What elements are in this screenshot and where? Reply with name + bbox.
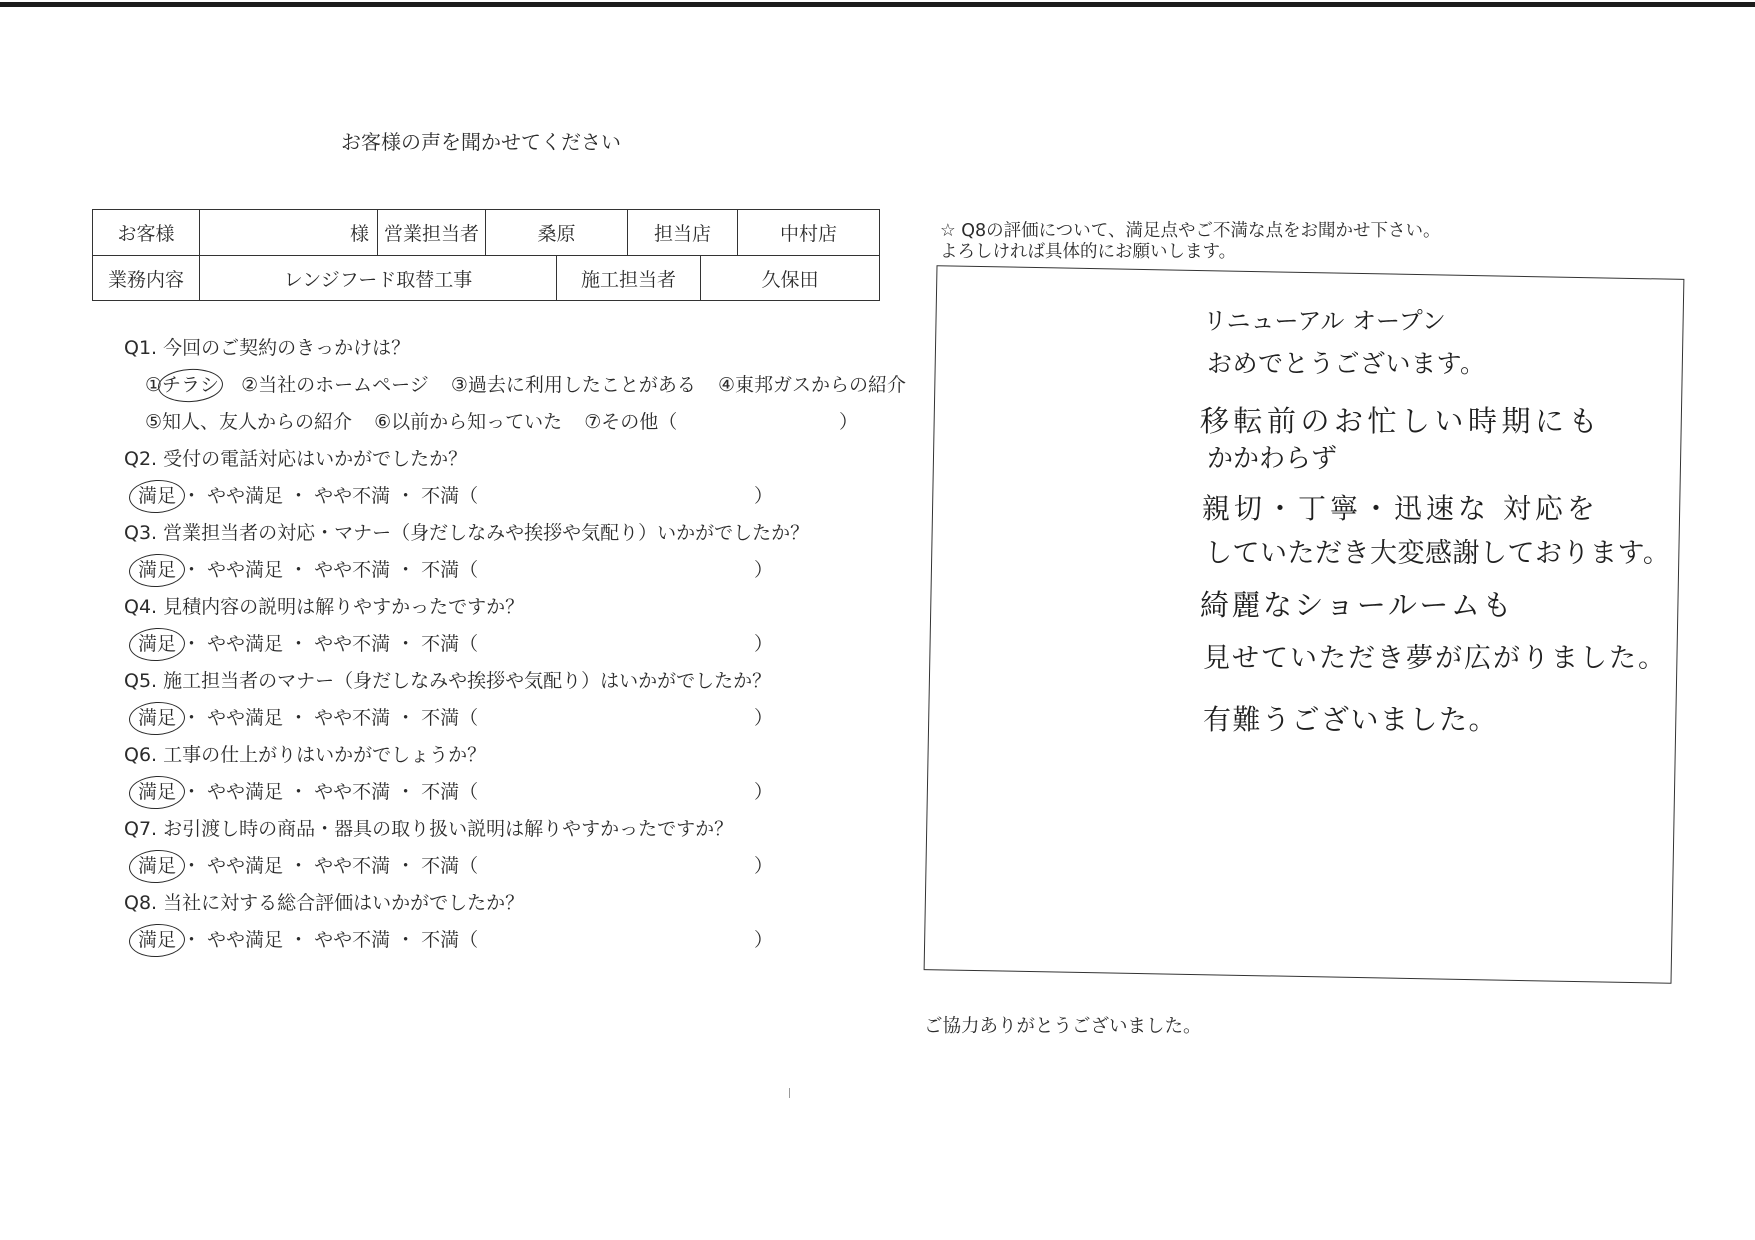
option-somewhat-satisfied: やや満足 xyxy=(207,485,284,507)
other-open-paren: （ xyxy=(658,411,678,433)
comment-open-paren: （ xyxy=(459,633,479,655)
customer-name-field xyxy=(200,210,378,255)
form-title: お客様の声を聞かせてください xyxy=(341,130,621,154)
separator: ・ xyxy=(289,485,309,507)
option-somewhat-satisfied: やや満足 xyxy=(207,707,284,729)
option-dissatisfied: 不満 xyxy=(421,855,460,877)
separator: ・ xyxy=(182,485,202,507)
handwritten-line: 綺麗なショールームも xyxy=(1200,588,1514,622)
closing-message: ご協力ありがとうございました。 xyxy=(924,1016,1202,1037)
question-label: Q1. 今回のご契約のきっかけは？ xyxy=(124,337,411,359)
question-label: Q7. お引渡し時の商品・器具の取り扱い説明は解りやすかったですか？ xyxy=(124,818,734,840)
handwritten-line: 親切・丁寧・迅速な 対応を xyxy=(1202,492,1599,525)
separator: ・ xyxy=(182,559,202,581)
question-3 xyxy=(124,515,914,589)
scan-mark xyxy=(789,1088,790,1098)
q5-answer-options xyxy=(124,700,914,737)
installer-value: 久保田 xyxy=(701,256,880,300)
info-table xyxy=(92,209,880,301)
option-somewhat-satisfied: やや満足 xyxy=(207,781,284,803)
work-value: レンジフード取替工事 xyxy=(200,256,557,300)
questionnaire xyxy=(124,330,914,959)
q3-answer-options xyxy=(124,552,914,589)
q1-options-line-1 xyxy=(124,367,914,404)
feedback-prompt xyxy=(940,221,1440,263)
q1-options-line-2 xyxy=(124,404,914,441)
option-number: ⑤ xyxy=(145,411,163,433)
comment-open-paren: （ xyxy=(459,707,479,729)
separator: ・ xyxy=(396,559,416,581)
separator: ・ xyxy=(396,929,416,951)
separator: ・ xyxy=(396,707,416,729)
separator: ・ xyxy=(396,633,416,655)
option-dissatisfied: 不満 xyxy=(421,633,460,655)
option-satisfied: 満足 xyxy=(138,774,176,811)
option-somewhat-dissatisfied: やや不満 xyxy=(314,485,391,507)
comment-close-paren: ） xyxy=(754,485,774,507)
separator: ・ xyxy=(182,781,202,803)
option-label: 東邦ガスからの紹介 xyxy=(734,374,906,396)
separator: ・ xyxy=(182,855,202,877)
comment-open-paren: （ xyxy=(459,929,479,951)
option-number: ② xyxy=(241,374,259,396)
comment-open-paren: （ xyxy=(459,559,479,581)
customer-honorific: 様 xyxy=(349,223,369,245)
sales-rep-label: 営業担当者 xyxy=(378,210,486,255)
comment-close-paren: ） xyxy=(754,781,774,803)
separator: ・ xyxy=(182,633,202,655)
comment-close-paren: ） xyxy=(754,855,774,877)
option-satisfied: 満足 xyxy=(138,478,176,515)
comment-open-paren: （ xyxy=(459,781,479,803)
option-dissatisfied: 不満 xyxy=(421,707,460,729)
separator: ・ xyxy=(289,633,309,655)
option-label: 過去に利用したことがある xyxy=(467,374,696,396)
question-5 xyxy=(124,663,914,737)
option-satisfied: 満足 xyxy=(138,922,176,959)
separator: ・ xyxy=(396,855,416,877)
q1-option-known-before xyxy=(374,411,562,433)
info-row-1 xyxy=(93,210,880,256)
question-label: Q5. 施工担当者のマナー（身だしなみや挨拶や気配り）はいかがでしたか？ xyxy=(124,670,772,692)
question-6 xyxy=(124,737,914,811)
handwritten-line: おめでとうございます。 xyxy=(1207,349,1486,378)
q1-option-company-homepage xyxy=(241,374,429,396)
option-dissatisfied: 不満 xyxy=(421,781,460,803)
sales-rep-value: 桑原 xyxy=(486,210,628,255)
work-label: 業務内容 xyxy=(93,256,200,300)
option-somewhat-satisfied: やや満足 xyxy=(207,929,284,951)
option-label: 以前から知っていた xyxy=(391,411,563,433)
q2-answer-options xyxy=(124,478,914,515)
option-label: 当社のホームページ xyxy=(258,374,429,396)
option-somewhat-satisfied: やや満足 xyxy=(207,855,284,877)
option-label: チラシ xyxy=(162,367,219,404)
info-row-2 xyxy=(93,256,880,301)
option-number: ⑥ xyxy=(374,411,392,433)
option-number: ① xyxy=(145,374,163,396)
option-somewhat-dissatisfied: やや不満 xyxy=(314,929,391,951)
feedback-prompt-line-1: ☆ Q8の評価について、満足点やご不満な点をお聞かせ下さい。 xyxy=(940,221,1441,241)
installer-label: 施工担当者 xyxy=(557,256,701,300)
option-dissatisfied: 不満 xyxy=(421,485,460,507)
option-somewhat-dissatisfied: やや不満 xyxy=(314,633,391,655)
option-number: ④ xyxy=(717,374,735,396)
separator: ・ xyxy=(289,929,309,951)
store-label: 担当店 xyxy=(628,210,738,255)
option-dissatisfied: 不満 xyxy=(421,559,460,581)
q1-option-flyer xyxy=(145,374,219,396)
question-label: Q3. 営業担当者の対応・マナー（身だしなみや挨拶や気配り）いかがでしたか？ xyxy=(124,522,810,544)
question-2 xyxy=(124,441,914,515)
q1-option-other xyxy=(584,411,677,433)
comment-close-paren: ） xyxy=(754,559,774,581)
comment-close-paren: ） xyxy=(754,929,774,951)
separator: ・ xyxy=(396,485,416,507)
handwritten-line: 移転前のお忙しい時期にも xyxy=(1200,404,1603,438)
question-label: Q8. 当社に対する総合評価はいかがでしたか？ xyxy=(124,892,525,914)
store-value: 中村店 xyxy=(738,210,880,255)
option-somewhat-dissatisfied: やや不満 xyxy=(314,855,391,877)
option-label: その他 xyxy=(601,411,659,433)
handwritten-line: かかわらず xyxy=(1207,444,1338,474)
option-somewhat-dissatisfied: やや不満 xyxy=(314,707,391,729)
other-close-paren: ） xyxy=(839,411,859,433)
option-somewhat-dissatisfied: やや不満 xyxy=(314,781,391,803)
q1-option-acquaintance-referral xyxy=(145,411,352,433)
separator: ・ xyxy=(182,929,202,951)
separator: ・ xyxy=(182,707,202,729)
option-satisfied: 満足 xyxy=(138,626,176,663)
q6-answer-options xyxy=(124,774,914,811)
comment-close-paren: ） xyxy=(754,633,774,655)
feedback-prompt-line-2: よろしければ具体的にお願いします。 xyxy=(940,242,1237,262)
q4-answer-options xyxy=(124,626,914,663)
q8-answer-options xyxy=(124,922,914,959)
handwritten-line: 見せていただき夢が広がりました。 xyxy=(1203,643,1667,674)
question-4 xyxy=(124,589,914,663)
question-label: Q2. 受付の電話対応はいかがでしたか？ xyxy=(124,448,468,470)
separator: ・ xyxy=(289,559,309,581)
option-somewhat-satisfied: やや満足 xyxy=(207,559,284,581)
comment-open-paren: （ xyxy=(459,855,479,877)
comment-close-paren: ） xyxy=(754,707,774,729)
option-label: 知人、友人からの紹介 xyxy=(162,411,353,433)
option-satisfied: 満足 xyxy=(138,700,176,737)
scan-top-edge xyxy=(0,2,1755,7)
handwritten-line: リニューアル オープン xyxy=(1203,307,1446,335)
separator: ・ xyxy=(396,781,416,803)
separator: ・ xyxy=(289,855,309,877)
option-satisfied: 満足 xyxy=(138,552,176,589)
option-number: ⑦ xyxy=(584,411,602,433)
question-1 xyxy=(124,330,914,441)
option-satisfied: 満足 xyxy=(138,848,176,885)
customer-label: お客様 xyxy=(93,210,200,255)
q1-option-toho-gas-referral xyxy=(718,374,906,396)
option-somewhat-satisfied: やや満足 xyxy=(207,633,284,655)
comment-open-paren: （ xyxy=(459,485,479,507)
question-8 xyxy=(124,885,914,959)
option-dissatisfied: 不満 xyxy=(421,929,460,951)
question-7 xyxy=(124,811,914,885)
handwritten-line: していただき大変感謝しております。 xyxy=(1205,538,1671,569)
q7-answer-options xyxy=(124,848,914,885)
option-somewhat-dissatisfied: やや不満 xyxy=(314,559,391,581)
separator: ・ xyxy=(289,781,309,803)
handwritten-line: 有難うございました。 xyxy=(1203,703,1499,736)
q1-option-used-before xyxy=(451,374,696,396)
separator: ・ xyxy=(289,707,309,729)
option-number: ③ xyxy=(450,374,468,396)
question-label: Q6. 工事の仕上がりはいかがでしょうか？ xyxy=(124,744,487,766)
question-label: Q4. 見積内容の説明は解りやすかったですか？ xyxy=(124,596,525,618)
